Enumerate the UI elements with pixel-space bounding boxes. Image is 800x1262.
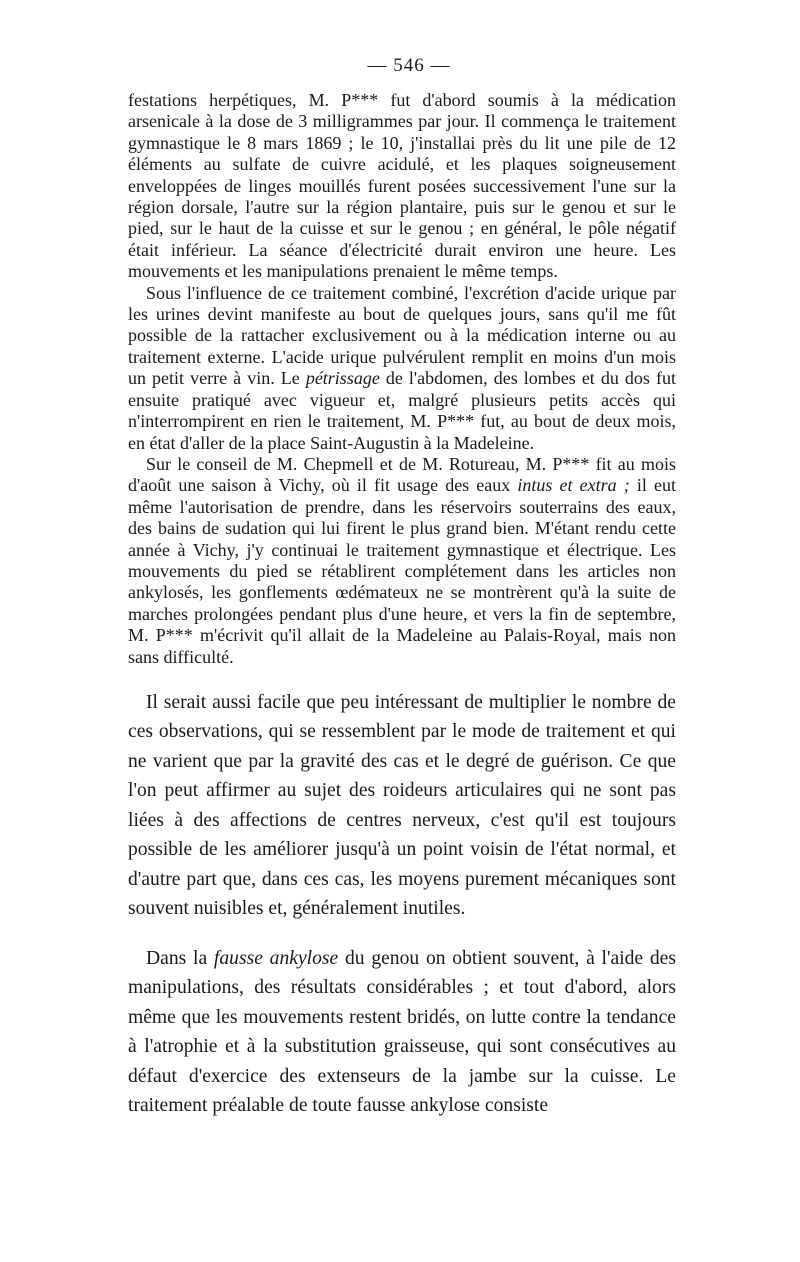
italic-term: fausse ankylose (213, 947, 339, 969)
paragraph-text: il eut même l'autorisation de prendre, dans les réservoirs souterrains des eaux, des bains de sudation qui lui firent le plus grand bien. M'étant rendu cette année à Vichy, j'y continuai le traitement gymnastique et électrique. Les mouvements du pied se rétablirent complétement dans les articles non ankylosés, les gonflements œdémateux ne se montrèrent qu'à la suite de marches prolongées pendant plus d'une heure, et vers la fin de septembre, M. P*** m'écrivit qu'il allait de la Madeleine au Palais-Royal, mais non sans difficulté. (128, 475, 676, 667)
paragraph-text: festations herpétiques, M. P*** fut d'abord soumis à la médication arsenicale à la dose de 3 milligrammes par jour. Il commença le traitement gymnastique le 8 mars 1869 ; le 10, j'installai près du lit une pile de 12 éléments au sulfate de cuivre acidulé, et les plaques soigneusement enveloppées de linges mouillés furent posées successivement l'une sur la région dorsale, l'autre sur la région plantaire, puis sur le genou et sur le pied, sur le haut de la cuisse et sur le genou ; en général, le pôle négatif était inférieur. La séance d'électricité durait environ une heure. Les mouvements et les manipulations prenaient le même temps. (128, 90, 676, 282)
case-report-section (128, 90, 676, 668)
paragraph-observations (128, 688, 676, 924)
paragraph-uric-acid (128, 283, 676, 454)
paragraph-vichy (128, 454, 676, 668)
paragraph-text: Il serait aussi facile que peu intéressant de multiplier le nombre de ces observations, qui se ressemblent par le mode de traitement et qui ne varient que par la gravité des cas et le degré de guérison. Ce que l'on peut affirmer au sujet des roideurs articulaires qui ne sont pas liées à des affections de centres nerveux, c'est qu'il est toujours possible de les améliorer jusqu'à un point voisin de l'état normal, et d'autre part que, dans ces cas, les moyens purement mécaniques sont souvent nuisibles et, généralement inutiles. (128, 691, 676, 920)
paragraph-fausse-ankylose (128, 944, 676, 1121)
paragraph-text: Dans la (146, 947, 214, 969)
italic-term: pétrissage (305, 368, 380, 389)
paragraph-text: Sous l'influence de ce traitement combiné, l'excrétion d'acide urique par les urines devint manifeste au bout de quelques jours, sans qu'il me fût possible de la rattacher exclusivement ou à la médication interne ou au traitement externe. L'acide urique pulvérulent remplit en moins d'un mois un petit verre à vin. Le (128, 282, 676, 389)
paragraph-text: de l'abdomen, des lombes et du dos fut ensuite pratiqué avec vigueur et, malgré plusieurs petits accès qui n'interrompirent en rien le traitement, M. P*** fut, au bout de deux mois, en état d'aller de la place Saint-Augustin à la Madeleine. (128, 368, 676, 453)
book-page (128, 52, 676, 1121)
paragraph-treatment-description (128, 90, 676, 283)
main-text-section (128, 688, 676, 1121)
paragraph-text: Sur le conseil de M. Chepmell et de M. Rotureau, M. P*** fit au mois d'août une saison à Vichy, où il fit usage des eaux (128, 453, 676, 496)
paragraph-text: du genou on obtient souvent, à l'aide des manipulations, des résultats considérables ; et tout d'abord, alors même que les mouvements restent bridés, on lutte contre la tendance à l'atrophie et à la substitution graisseuse, qui sont consécutives au défaut d'exercice des extenseurs de la jambe sur la cuisse. Le traitement préalable de toute fausse ankylose consiste (128, 947, 677, 1117)
page-number: — 546 — (367, 55, 451, 76)
italic-term: intus et extra ; (517, 475, 630, 496)
